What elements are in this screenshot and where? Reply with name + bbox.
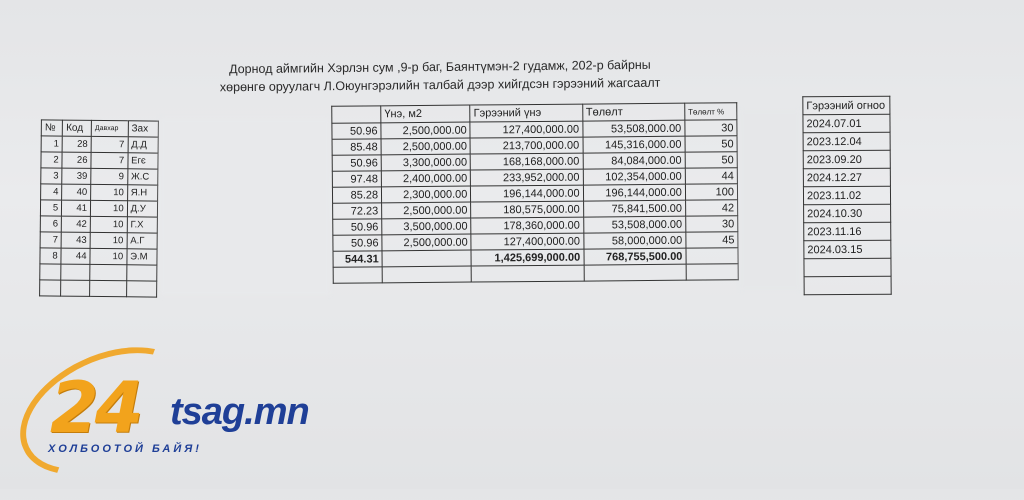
- row-contract-date: 2023.12.04: [803, 132, 890, 151]
- table-row: [40, 280, 157, 297]
- row-number: [40, 264, 61, 280]
- row-client: Я.Н: [127, 185, 158, 201]
- row-payment-pct: 44: [685, 168, 737, 184]
- row-payment: 196,144,000.00: [583, 184, 685, 201]
- row-contract-price: 233,952,000.00: [471, 169, 583, 186]
- row-number: 5: [40, 200, 61, 216]
- row-contract-date: [804, 258, 891, 277]
- row-price-m2: 3,500,000.00: [382, 218, 471, 235]
- row-payment-pct: 42: [685, 200, 737, 216]
- row-contract-price: 127,400,000.00: [471, 233, 583, 250]
- row-contract-price: [471, 265, 583, 282]
- row-price-m2: 2,500,000.00: [381, 138, 470, 155]
- table-row: [40, 216, 157, 233]
- table-row: [40, 264, 157, 281]
- col-contract-date: Гэрээний огноо: [803, 96, 890, 115]
- row-floor: 10: [91, 184, 128, 200]
- row-code: [61, 280, 90, 296]
- row-payment: 53,508,000.00: [582, 120, 684, 137]
- row-code: [61, 264, 90, 280]
- table-row: [803, 114, 890, 133]
- row-payment: 768,755,500.00: [584, 248, 686, 265]
- title-line-2: хөрөнгө оруулагч Л.Оюунгэрэлийн талбай дээр хийгдсэн гэрээний жагсаалт: [219, 75, 661, 95]
- table-row: [41, 152, 158, 169]
- row-contract-price: 180,575,000.00: [471, 201, 583, 218]
- row-payment: 84,084,000.00: [583, 152, 685, 169]
- row-code: 39: [62, 168, 91, 184]
- row-price-m2: 2,300,000.00: [382, 186, 471, 203]
- row-payment-pct: [686, 264, 738, 280]
- col-payment: Төлөлт: [582, 103, 684, 121]
- row-contract-date: 2024.03.15: [804, 240, 891, 259]
- table-row: [804, 222, 891, 241]
- table-row: [40, 200, 157, 217]
- row-contract-price: 1,425,699,000.00: [471, 249, 583, 266]
- row-contract-price: 127,400,000.00: [470, 121, 582, 138]
- table-row: [804, 240, 891, 259]
- table-row: [41, 184, 158, 201]
- col-code: Код: [63, 120, 92, 136]
- row-price-m2: 2,500,000.00: [382, 234, 471, 251]
- contract-table: [331, 102, 739, 284]
- row-number: 6: [40, 216, 61, 232]
- redacted-area-2: [740, 110, 800, 290]
- row-contract-date: [804, 276, 891, 295]
- row-floor: 9: [91, 168, 128, 184]
- row-payment-pct: 100: [685, 184, 737, 200]
- row-contract-date: 2023.09.20: [803, 150, 890, 169]
- row-area: 85.28: [332, 187, 381, 203]
- row-code: 42: [62, 216, 91, 232]
- row-payment: 58,000,000.00: [583, 232, 685, 249]
- row-payment-pct: 30: [686, 216, 738, 232]
- row-number: 4: [41, 184, 62, 200]
- row-payment-pct: 30: [685, 120, 737, 136]
- table-row: [41, 168, 158, 185]
- blank-row: [333, 264, 738, 284]
- col-number: №: [41, 120, 62, 136]
- col-price-m2: Үнэ, м2: [381, 105, 470, 123]
- row-client: А.Г: [127, 233, 158, 249]
- row-floor: 7: [91, 152, 128, 168]
- row-area: 50.96: [332, 155, 381, 171]
- row-contract-date: 2023.11.02: [803, 186, 890, 205]
- row-payment: 75,841,500.00: [583, 200, 685, 217]
- row-client: Егє: [128, 153, 159, 169]
- row-floor: [90, 280, 127, 296]
- row-payment: 53,508,000.00: [583, 216, 685, 233]
- row-contract-price: 213,700,000.00: [470, 137, 582, 154]
- title-line-1: Дорнод аймгийн Хэрлэн сум ,9-р баг, Баянтүмэн-2 гудамж, 202-р байрны: [228, 57, 651, 77]
- watermark-logo: [10, 355, 390, 475]
- row-price-m2: 2,400,000.00: [381, 170, 470, 187]
- row-payment-pct: 45: [686, 232, 738, 248]
- row-payment-pct: [686, 248, 738, 264]
- row-code: 28: [62, 136, 91, 152]
- row-client: [126, 265, 157, 281]
- row-code: 43: [61, 232, 90, 248]
- row-contract-date: 2023.11.16: [804, 222, 891, 241]
- row-area: [333, 267, 382, 283]
- row-price-m2: 3,300,000.00: [381, 154, 470, 171]
- row-client: Д.У: [127, 201, 158, 217]
- row-area: 544.31: [333, 251, 382, 267]
- row-code: 26: [62, 152, 91, 168]
- row-client: [126, 281, 157, 297]
- table-row: [804, 204, 891, 223]
- date-table-header: [803, 96, 890, 115]
- row-payment: [584, 264, 686, 281]
- row-client: Ж.С: [127, 169, 158, 185]
- row-client: Д.Д: [128, 137, 159, 153]
- row-area: 50.96: [333, 235, 382, 251]
- logo-number: 24: [50, 367, 140, 449]
- row-floor: 7: [91, 136, 128, 152]
- document-title: [210, 56, 670, 97]
- row-contract-price: 168,168,000.00: [470, 153, 582, 170]
- row-floor: 10: [90, 248, 127, 264]
- col-floor: Давхар: [91, 120, 128, 136]
- row-price-m2: 2,500,000.00: [381, 122, 470, 139]
- table-row: [803, 186, 890, 205]
- row-area: 85.48: [332, 139, 381, 155]
- col-area: [332, 106, 381, 123]
- col-payment-pct: Төлөлт %: [685, 103, 737, 120]
- row-code: 41: [62, 200, 91, 216]
- row-number: 7: [40, 232, 61, 248]
- logo-site-name: tsag.mn: [170, 391, 309, 433]
- row-client: Г.Х: [127, 217, 158, 233]
- row-contract-date: 2024.07.01: [803, 114, 890, 133]
- row-floor: 10: [90, 232, 127, 248]
- row-floor: [90, 264, 127, 280]
- row-code: 44: [61, 248, 90, 264]
- row-contract-price: 178,360,000.00: [471, 217, 583, 234]
- logo-tagline: ХОЛБООТОЙ БАЙЯ!: [48, 443, 202, 455]
- redacted-area: [160, 118, 330, 296]
- table-row: [40, 232, 157, 249]
- row-payment-pct: 50: [685, 152, 737, 168]
- row-price-m2: [382, 250, 471, 267]
- row-number: 3: [41, 168, 62, 184]
- row-payment-pct: 50: [685, 136, 737, 152]
- row-code: 40: [62, 184, 91, 200]
- row-area: 50.96: [332, 123, 381, 139]
- row-payment: 102,354,000.00: [583, 168, 685, 185]
- table-row: [803, 168, 890, 187]
- table-row: [803, 150, 890, 169]
- row-number: [40, 280, 61, 296]
- date-table: [802, 96, 891, 296]
- row-floor: 10: [90, 216, 127, 232]
- table-row: [804, 258, 891, 277]
- col-client: Зах: [128, 121, 159, 137]
- row-contract-price: 196,144,000.00: [471, 185, 583, 202]
- row-area: 50.96: [333, 219, 382, 235]
- row-number: 1: [41, 136, 62, 152]
- row-price-m2: [382, 266, 471, 283]
- col-contract-price: Гэрээний үнэ: [470, 104, 582, 122]
- row-number: 2: [41, 152, 62, 168]
- left-table: [39, 119, 159, 297]
- row-floor: 10: [90, 200, 127, 216]
- table-row: [40, 248, 157, 265]
- row-area: 72.23: [333, 203, 382, 219]
- table-row: [41, 136, 158, 153]
- table-row: [803, 132, 890, 151]
- row-price-m2: 2,500,000.00: [382, 202, 471, 219]
- row-contract-date: 2024.12.27: [803, 168, 890, 187]
- row-contract-date: 2024.10.30: [804, 204, 891, 223]
- left-table-header: [41, 120, 158, 137]
- row-client: Э.М: [127, 249, 158, 265]
- table-row: [804, 276, 891, 295]
- row-number: 8: [40, 248, 61, 264]
- row-area: 97.48: [332, 171, 381, 187]
- row-payment: 145,316,000.00: [583, 136, 685, 153]
